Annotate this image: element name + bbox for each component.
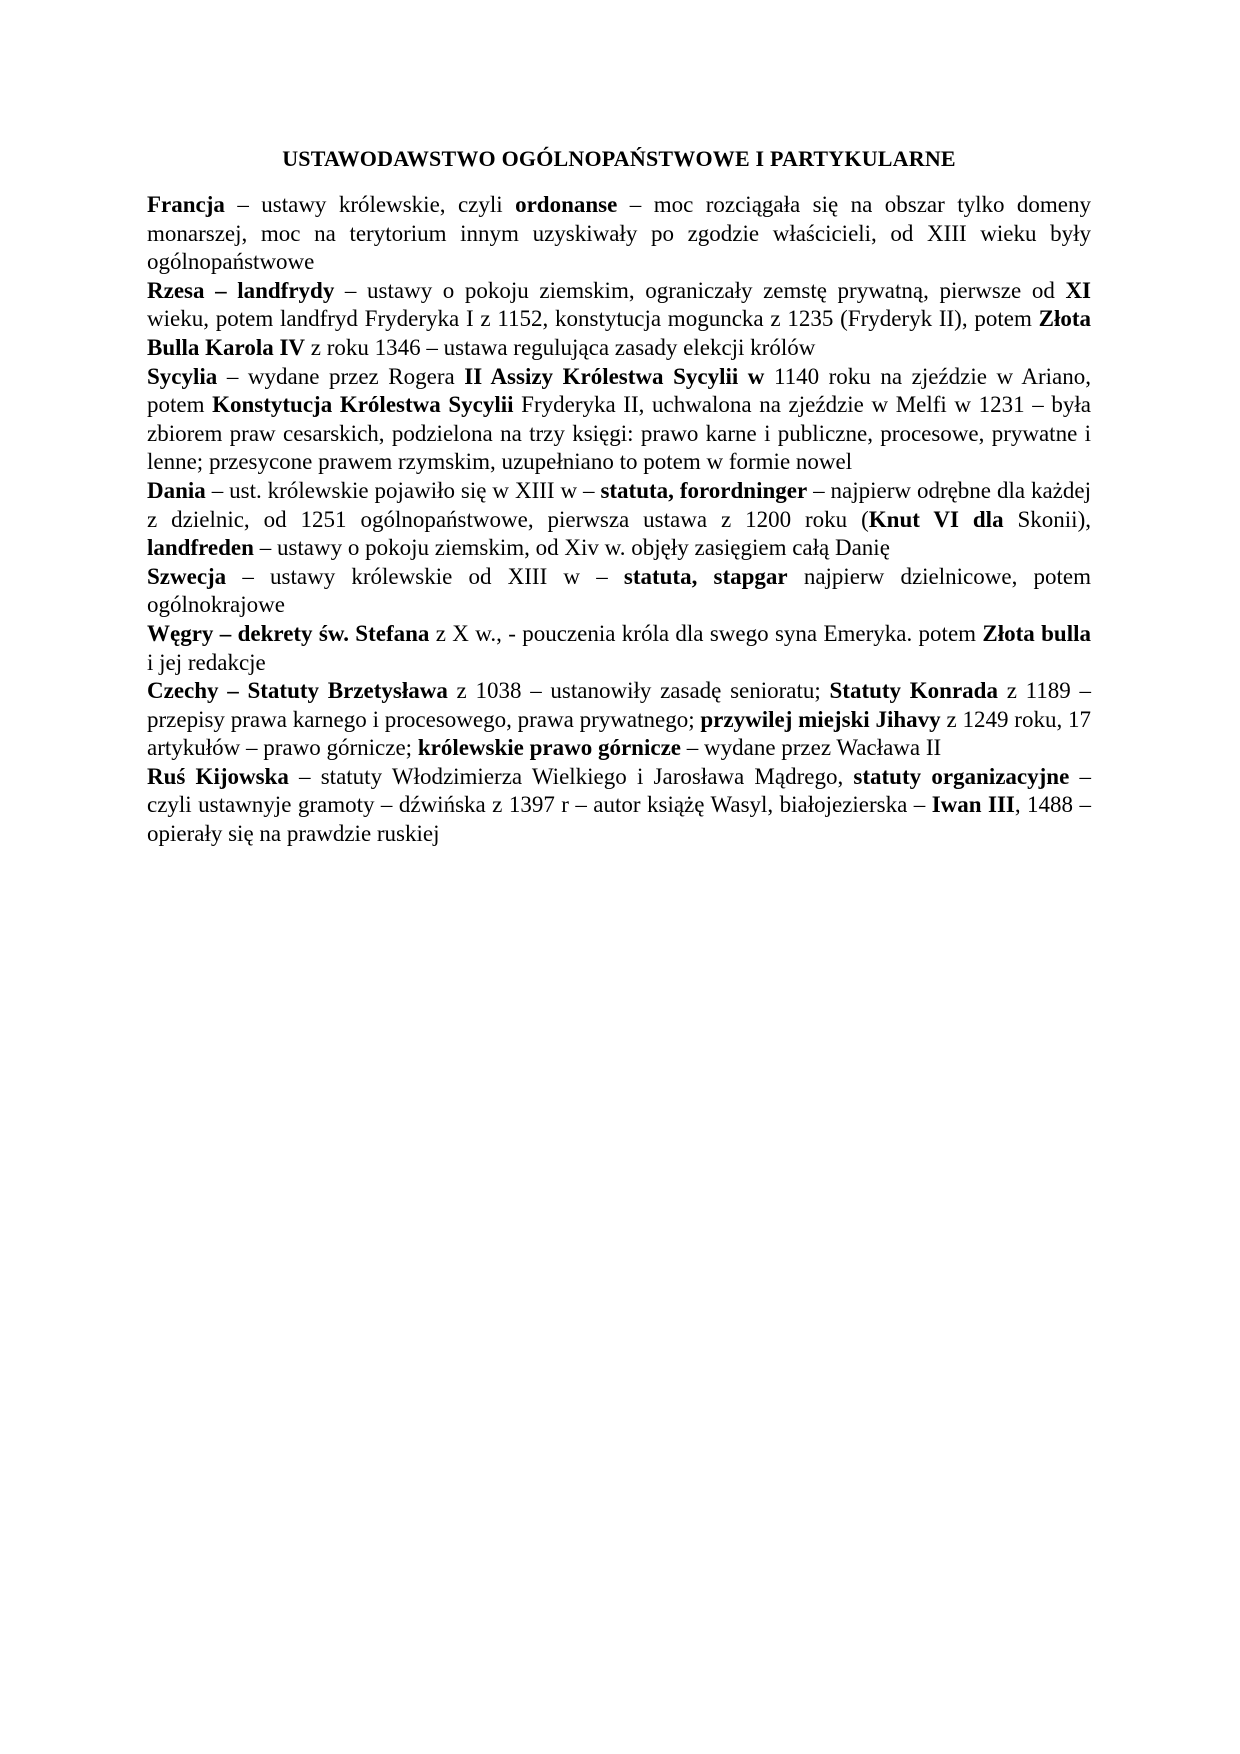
paragraph-text: – wydane przez Wacława II — [681, 735, 942, 761]
term-rzesa-landfrydy: Rzesa – landfrydy — [147, 277, 335, 303]
term-konstytucja-sycylii: Konstytucja Królestwa Sycylii — [212, 392, 514, 418]
paragraph-text: – ustawy o pokoju ziemskim, od Xiv w. objęły zasięgiem całą Danię — [253, 535, 890, 561]
paragraph-text: i jej redakcje — [147, 649, 266, 675]
paragraph-text: – ustawy królewskie, czyli — [224, 192, 516, 217]
term-rus-kijowska: Ruś Kijowska — [147, 763, 289, 789]
paragraph-text: – najpierw odrębne dla każdej z dzielnic, od 1251 ogólnopaństwowe, pierwsza ustawa z 1200 roku ( — [147, 477, 1091, 532]
term-knut-vi: Knut VI dla — [868, 506, 1004, 532]
term-przywilej-jihavy: przywilej miejski Jihavy — [700, 706, 941, 732]
term-francja: Francja — [147, 192, 225, 217]
term-statuta-forordninger: statuta, forordninger — [600, 477, 808, 503]
term-landfreden: landfreden — [147, 535, 254, 561]
paragraph-rus — [147, 763, 1091, 849]
paragraph-text: z roku 1346 – ustawa regulująca zasady elekcji królów — [305, 334, 816, 360]
paragraph-text: – wydane przez Rogera — [217, 363, 465, 389]
document-title: USTAWODAWSTWO OGÓLNOPAŃSTWOWE I PARTYKULARNE — [282, 146, 956, 171]
term-zlota-bulla: Złota bulla — [982, 620, 1091, 646]
term-zlota-bulla-karola: Złota Bulla Karola IV — [147, 306, 1091, 360]
paragraph-text: z 1038 – ustanowiły zasadę senioratu; — [447, 678, 830, 704]
term-prawo-gornicze: królewskie prawo górnicze — [417, 735, 681, 761]
paragraph-szwecja — [147, 563, 1091, 620]
term-dania: Dania — [147, 477, 206, 503]
paragraph-text: – ust. królewskie pojawiło się w XIII w – — [205, 477, 601, 503]
paragraph-text: – ustawy królewskie od XIII w – — [226, 563, 624, 589]
paragraph-text: 1140 roku na zjeździe w Ariano, potem — [147, 363, 1091, 418]
term-iwan-iii: Iwan III — [931, 792, 1015, 818]
paragraph-rzesza — [147, 277, 1091, 363]
paragraph-text: wieku, potem landfryd Fryderyka I z 1152, konstytucja moguncka z 1235 (Fryderyk II), potem — [147, 306, 1039, 332]
paragraph-text: z 1189 – przepisy prawa karnego i procesowego, prawa prywatnego; — [147, 678, 1091, 732]
paragraph-text: z 1249 roku, 17 artykułów – prawo górnicze; — [147, 706, 1091, 761]
document-body — [147, 145, 1091, 849]
term-statuta-stapgar: statuta, stapgar — [623, 563, 788, 589]
paragraph-text: – moc rozciągała się na obszar tylko domeny monarszej, moc na terytorium innym uzyskiwały po zgodzie właścicieli, od XIII wieku były ogólnopaństwowe — [147, 192, 1092, 275]
paragraph-francja — [147, 191, 1091, 277]
paragraph-text: – ustawy o pokoju ziemskim, ograniczały zemstę prywatną, pierwsze od — [334, 277, 1066, 303]
term-ordonanse: ordonanse — [515, 192, 618, 217]
paragraph-text: Fryderyka II, uchwalona na zjeździe w Melfi w 1231 – była zbiorem praw cesarskich, podzielona na trzy księgi: prawo karne i publiczne, procesowe, prywatne i lenne; przesycone prawem rzymskim, uzupełniano to potem w formie nowel — [147, 392, 1091, 475]
paragraph-text: Skonii), — [1003, 506, 1091, 532]
paragraph-text: – czyli ustawnyje gramoty – dźwińska z 1397 r – autor książę Wasyl, białojezierska – — [147, 763, 1091, 818]
term-czechy-statuty: Czechy – Statuty Brzetysława — [147, 678, 448, 704]
term-wegry-dekrety: Węgry – dekrety św. Stefana — [147, 620, 430, 646]
paragraph-text: – statuty Włodzimierza Wielkiego i Jarosława Mądrego, — [288, 763, 854, 789]
term-xi: XI — [1065, 277, 1091, 303]
paragraph-text: z X w., - pouczenia króla dla swego syna Emeryka. potem — [429, 620, 983, 646]
paragraph-text: , 1488 – opierały się na prawdzie ruskiej — [147, 792, 1091, 847]
paragraph-text: najpierw dzielnicowe, potem ogólnokrajowe — [147, 563, 1091, 618]
term-sycylia: Sycylia — [147, 363, 218, 389]
term-statuty-organizacyjne: statuty organizacyjne — [853, 763, 1070, 789]
term-assizy: II Assizy Królestwa Sycylii w — [464, 363, 765, 389]
paragraph-sycylia — [147, 363, 1091, 477]
paragraph-wegry — [147, 620, 1091, 677]
term-szwecja: Szwecja — [147, 563, 227, 589]
paragraph-dania — [147, 477, 1091, 563]
term-statuty-konrada: Statuty Konrada — [829, 678, 998, 704]
paragraph-czechy — [147, 677, 1091, 763]
